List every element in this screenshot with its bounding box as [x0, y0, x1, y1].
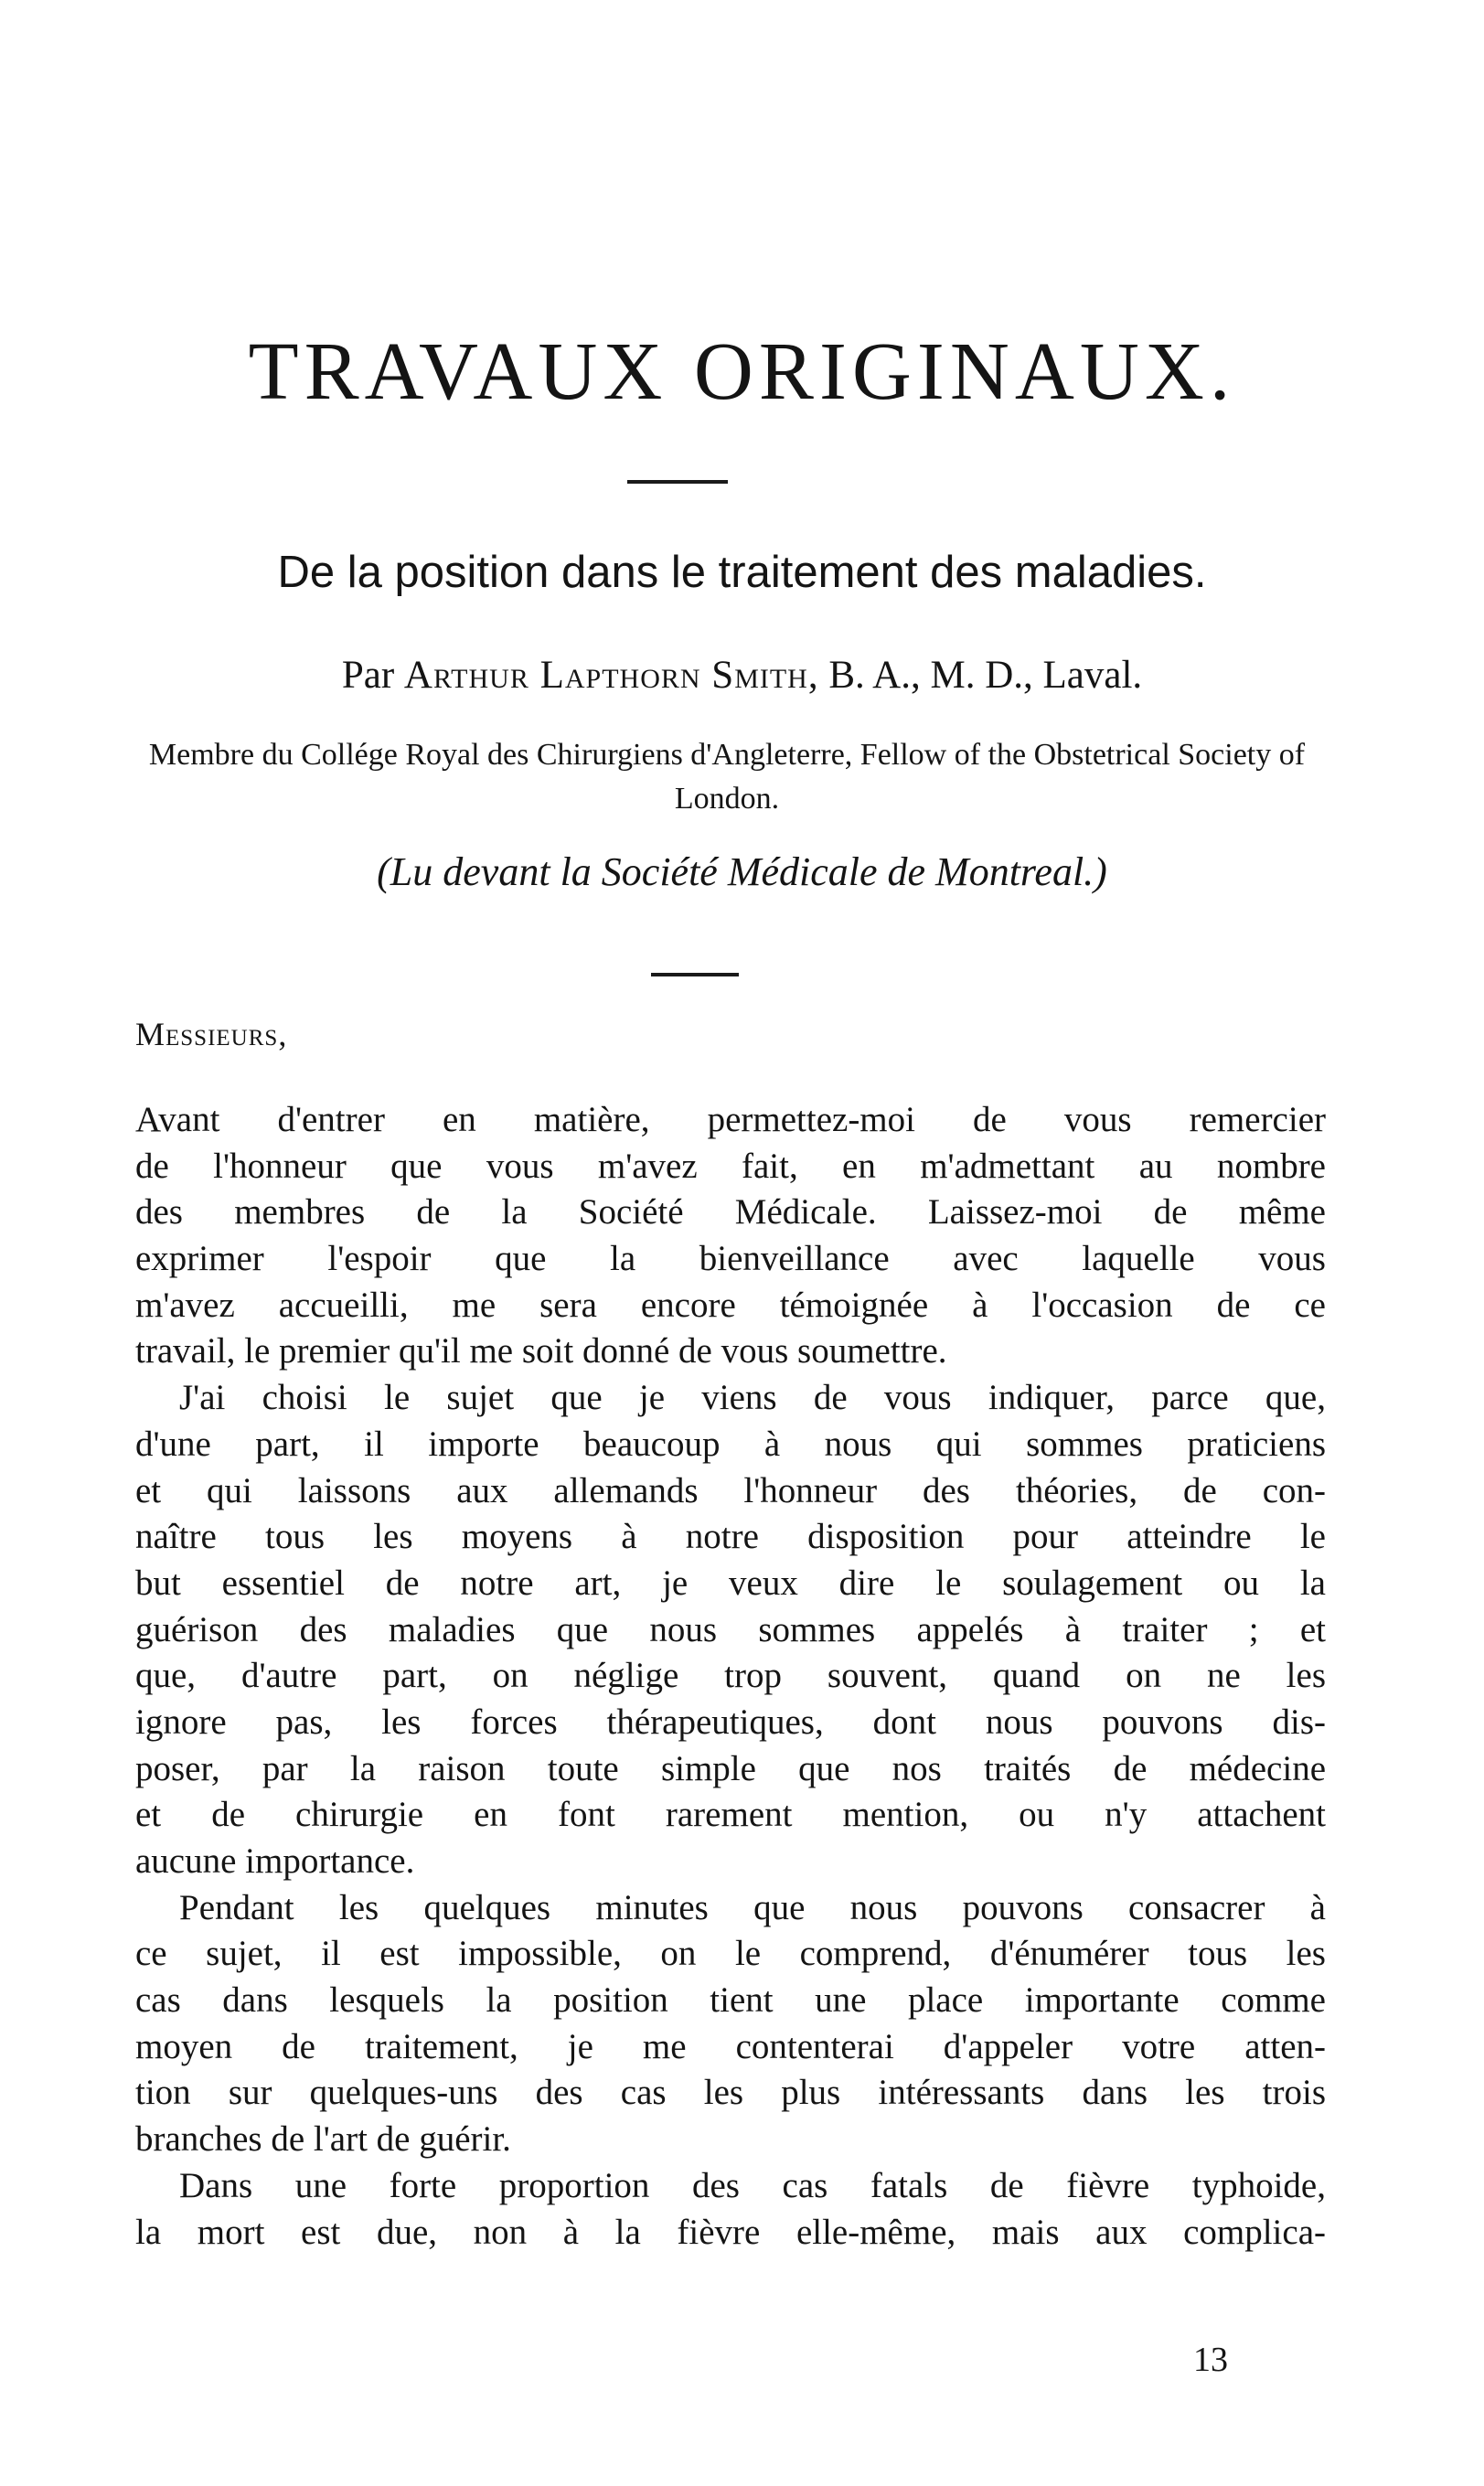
body-line: la mort est due, non à la fièvre elle-même, mais aux complica-: [135, 2212, 1326, 2252]
body-line: J'ai choisi le sujet que je viens de vous indiquer, parce que,: [179, 1378, 1326, 1418]
body-line: aucune importance.: [135, 1841, 415, 1881]
body-line: cas dans lesquels la position tient une place importante comme: [135, 1980, 1326, 2021]
body-line: m'avez accueilli, me sera encore témoignée à l'occasion de ce: [135, 1285, 1326, 1325]
body-line: ce sujet, il est impossible, on le comprend, d'énumérer tous les: [135, 1934, 1326, 1974]
body-line: des membres de la Société Médicale. Laissez-moi de même: [135, 1192, 1326, 1232]
body-text: [135, 1097, 1326, 2256]
body-line: but essentiel de notre art, je veux dire le soulagement ou la: [135, 1563, 1326, 1603]
body-line: moyen de traitement, je me contenterai d'appeler votre atten-: [135, 2026, 1326, 2066]
body-line: guérison des maladies que nous sommes appelés à traiter ; et: [135, 1609, 1326, 1649]
article-title: De la position dans le traitement des maladies.: [277, 548, 1207, 597]
author-name: Arthur Lapthorn Smith,: [403, 654, 819, 697]
body-line: Dans une forte proportion des cas fatals de fièvre typhoide,: [179, 2165, 1326, 2205]
read-before-note: (Lu devant la Société Médicale de Montreal.): [377, 849, 1107, 894]
section-divider: [651, 973, 739, 976]
body-line: de l'honneur que vous m'avez fait, en m'admettant au nombre: [135, 1146, 1326, 1186]
body-line: poser, par la raison toute simple que nos traités de médecine: [135, 1748, 1326, 1788]
byline: [0, 654, 1484, 697]
byline-prefix: Par: [341, 654, 395, 697]
body-line: Avant d'entrer en matière, permettez-moi de vous remercier: [135, 1100, 1326, 1139]
body-line: exprimer l'espoir que la bienveillance avec laquelle vous: [135, 1239, 1326, 1279]
page-number: 13: [1193, 2341, 1228, 2379]
body-line: Pendant les quelques minutes que nous pouvons consacrer à: [179, 1887, 1326, 1927]
section-title: TRAVAUX ORIGINAUX.: [248, 326, 1236, 417]
body-line: et qui laissons aux allemands l'honneur des théories, de con-: [135, 1470, 1326, 1510]
salutation: Messieurs,: [135, 1016, 288, 1052]
body-line: que, d'autre part, on néglige trop souvent, quand on ne les: [135, 1656, 1326, 1696]
author-degrees: B. A., M. D., Laval.: [828, 654, 1143, 697]
body-line: travail, le premier qu'il me soit donné de vous soumettre.: [135, 1331, 947, 1371]
body-line: tion sur quelques-uns des cas les plus intéressants dans les trois: [135, 2073, 1326, 2113]
body-line: naître tous les moyens à notre disposition pour atteindre le: [135, 1517, 1326, 1557]
body-line: d'une part, il importe beaucoup à nous qui sommes praticiens: [135, 1424, 1326, 1464]
title-divider: [627, 480, 728, 484]
body-line: et de chirurgie en font rarement mention, ou n'y attachent: [135, 1795, 1326, 1835]
body-line: ignore pas, les forces thérapeutiques, dont nous pouvons dis-: [135, 1702, 1326, 1742]
body-line: branches de l'art de guérir.: [135, 2119, 511, 2160]
author-affiliation: Membre du Collége Royal des Chirurgiens d'Angleterre, Fellow of the Obstetrical Society of London.: [148, 738, 1306, 816]
